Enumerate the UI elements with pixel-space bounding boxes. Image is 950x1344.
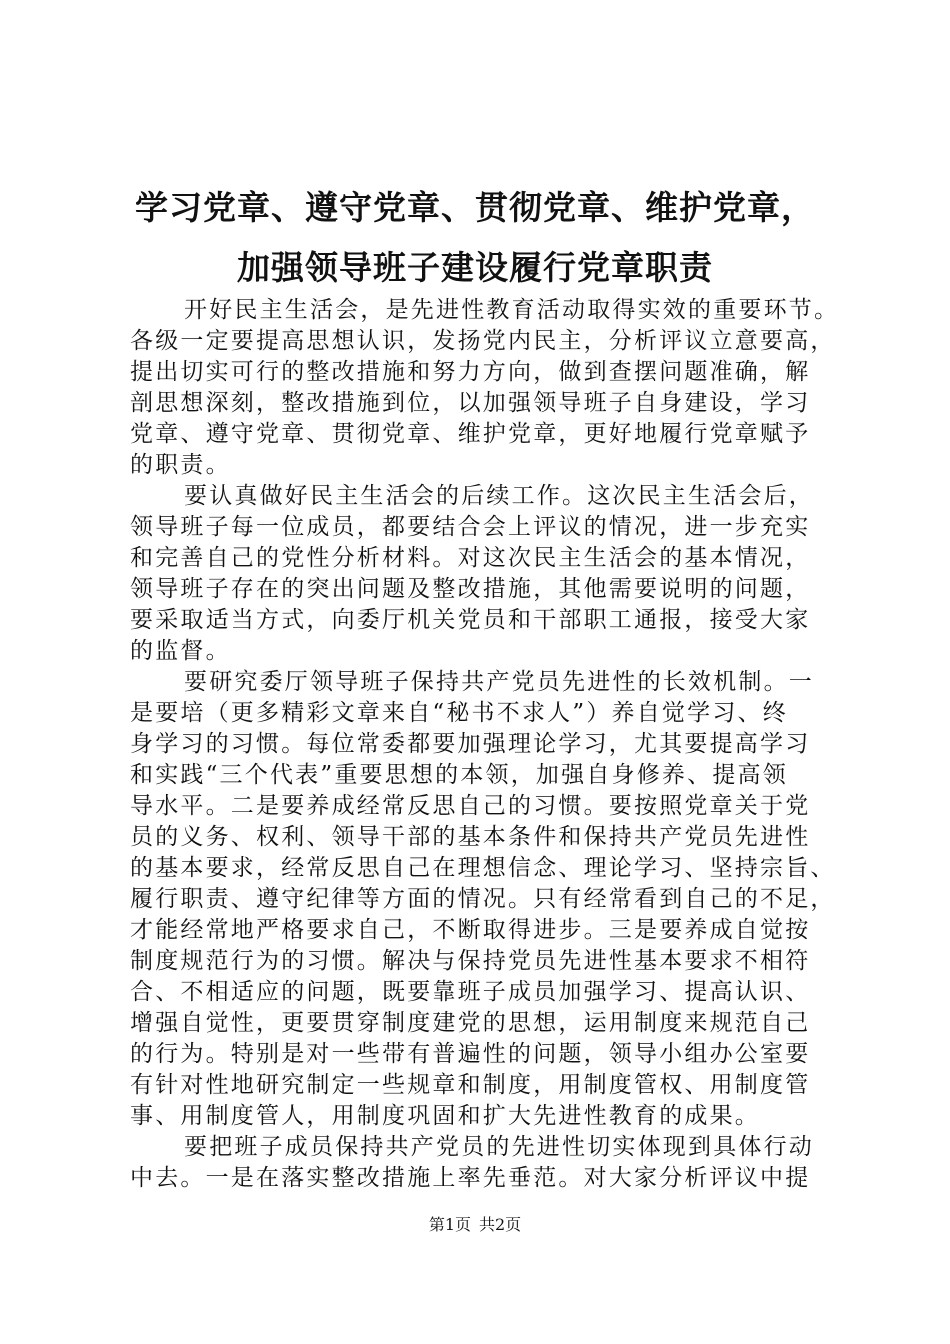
text-line: 党章、遵守党章、贯彻党章、维护党章，更好地履行党章赋予: [130, 421, 811, 447]
text-line: 和实践“三个代表”重要思想的本领，加强自身修养、提高领: [130, 762, 788, 788]
paragraph: [130, 481, 850, 667]
text-line: 履行职责、遵守纪律等方面的情况。只有经常看到自己的不足，: [130, 886, 836, 912]
document-body: [130, 295, 850, 1194]
text-line: 要把班子成员保持共产党员的先进性切实体现到具体行动: [184, 1134, 814, 1160]
text-line: 员的义务、权利、领导干部的基本条件和保持共产党员先进性: [130, 824, 811, 850]
text-line: 的行为。特别是对一些带有普遍性的问题，领导小组办公室要: [130, 1041, 811, 1067]
text-line: 的监督。: [130, 638, 231, 664]
text-line: 领导班子每一位成员，都要结合会上评议的情况，进一步充实: [130, 514, 811, 540]
paragraph: [130, 295, 850, 481]
text-line: 的基本要求，经常反思自己在理想信念、理论学习、坚持宗旨、: [130, 855, 836, 881]
page-number-current: 第1页: [428, 1215, 471, 1234]
text-line: 导水平。二是要养成经常反思自己的习惯。要按照党章关于党: [130, 793, 811, 819]
text-line: 剖思想深刻，整改措施到位，以加强领导班子自身建设，学习: [130, 390, 811, 416]
text-line: 有针对性地研究制定一些规章和制度，用制度管权、用制度管: [130, 1072, 811, 1098]
text-line: 才能经常地严格要求自己，不断取得进步。三是要养成自觉按: [130, 917, 811, 943]
text-line: 领导班子存在的突出问题及整改措施，其他需要说明的问题，: [130, 576, 811, 602]
text-line: 事、用制度管人，用制度巩固和扩大先进性教育的成果。: [130, 1103, 760, 1129]
text-line: 制度规范行为的习惯。解决与保持党员先进性基本要求不相符: [130, 948, 811, 974]
text-line: 提出切实可行的整改措施和努力方向，做到查摆问题准确，解: [130, 359, 811, 385]
paragraph: [130, 667, 850, 1132]
document-title-line-2: 加强领导班子建设履行党章职责: [237, 248, 713, 287]
text-line: 的职责。: [130, 452, 231, 478]
text-line: 开好民主生活会，是先进性教育活动取得实效的重要环节。: [184, 297, 840, 323]
text-line: 身学习的习惯。每位常委都要加强理论学习，尤其要提高学习: [130, 731, 811, 757]
paragraph: [130, 1132, 850, 1194]
page-footer: [0, 1214, 950, 1236]
document-title-line-1: 学习党章、遵守党章、贯彻党章、维护党章，: [135, 188, 815, 227]
text-line: 各级一定要提高思想认识，发扬党内民主，分析评议立意要高，: [130, 328, 836, 354]
text-line: 增强自觉性，更要贯穿制度建党的思想，运用制度来规范自己: [130, 1010, 811, 1036]
text-line: 合、不相适应的问题，既要靠班子成员加强学习、提高认识、: [130, 979, 811, 1005]
text-line: 要采取适当方式，向委厅机关党员和干部职工通报，接受大家: [130, 607, 811, 633]
text-line: 要研究委厅领导班子保持共产党员先进性的长效机制。一: [184, 669, 814, 695]
page-number-total: 共2页: [479, 1215, 522, 1234]
text-line: 是要培（更多精彩文章来自“秘书不求人”）养自觉学习、终: [130, 700, 788, 726]
text-line: 中去。一是在落实整改措施上率先垂范。对大家分析评议中提: [130, 1165, 811, 1191]
text-line: 要认真做好民主生活会的后续工作。这次民主生活会后，: [184, 483, 814, 509]
text-line: 和完善自己的党性分析材料。对这次民主生活会的基本情况，: [130, 545, 811, 571]
